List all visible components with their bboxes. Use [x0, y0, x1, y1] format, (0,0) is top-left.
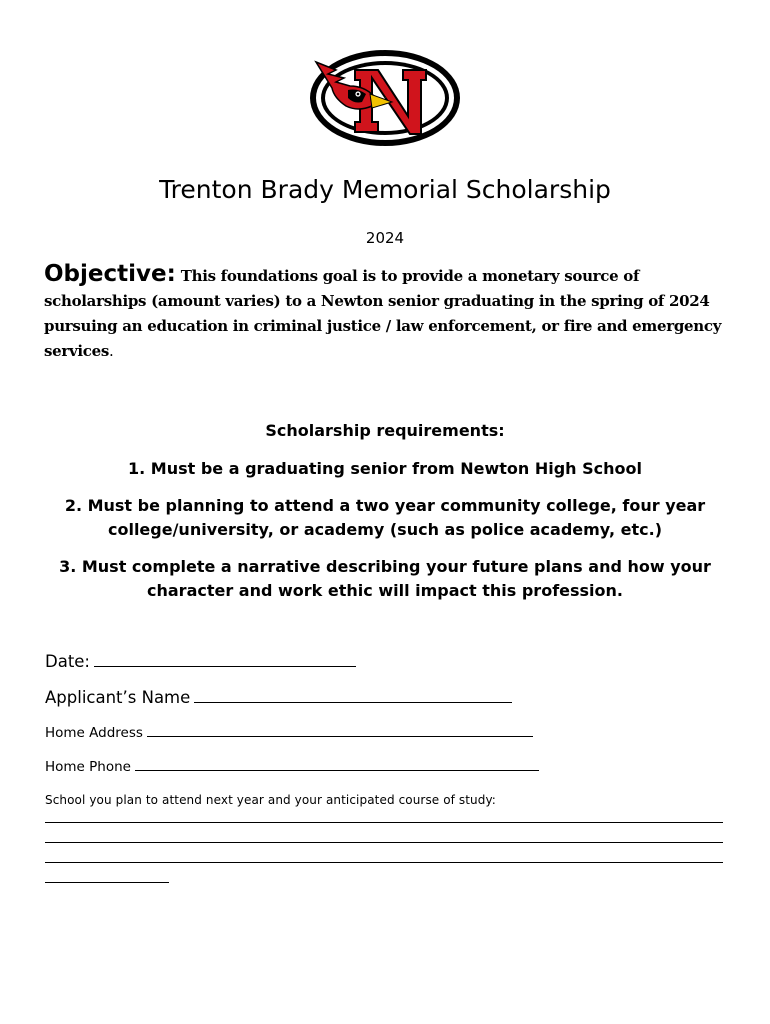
applicant-name-blank-line[interactable] [194, 686, 512, 703]
school-answer-line[interactable] [45, 842, 723, 843]
home-phone-label: Home Phone [45, 759, 131, 775]
applicant-name-label: Applicant’s Name [45, 688, 191, 707]
home-address-label: Home Address [45, 725, 143, 741]
school-answer-line[interactable] [45, 882, 169, 883]
school-answer-line[interactable] [45, 862, 723, 863]
page-title: Trenton Brady Memorial Scholarship [159, 175, 611, 204]
objective-label: Objective: [44, 261, 176, 287]
year-label: 2024 [365, 229, 405, 247]
newton-cardinal-logo [308, 48, 463, 148]
school-question: School you plan to attend next year and your anticipated course of study: [45, 793, 496, 807]
requirement-item: 2. Must be planning to attend a two year community college, four year college/university, or academy (such as police academy, etc.) [64, 496, 706, 539]
objective-text: This foundations goal is to provide a monetary source of scholarships (amount varies) to a Newton senior graduating in the spring of 2024 pursuing an education in criminal justice / law enforcement, or fire and emergency services [44, 267, 722, 360]
home-phone-blank-line[interactable] [135, 757, 539, 771]
requirement-item: 1. Must be a graduating senior from Newton High School [128, 459, 642, 478]
objective-end: . [109, 342, 114, 360]
logo-letter: N [385, 98, 386, 99]
date-field-row [45, 650, 356, 673]
date-blank-line[interactable] [94, 650, 356, 667]
requirement-item: 3. Must complete a narrative describing your future plans and how your character and work ethic will impact this profession. [59, 557, 711, 600]
school-answer-line[interactable] [45, 822, 723, 823]
date-label: Date: [45, 652, 90, 671]
objective-paragraph [44, 262, 734, 364]
home-address-row [45, 723, 533, 742]
requirements-heading: Scholarship requirements: [265, 421, 505, 440]
home-phone-row [45, 757, 539, 776]
applicant-name-row [45, 686, 512, 709]
home-address-blank-line[interactable] [147, 723, 533, 737]
